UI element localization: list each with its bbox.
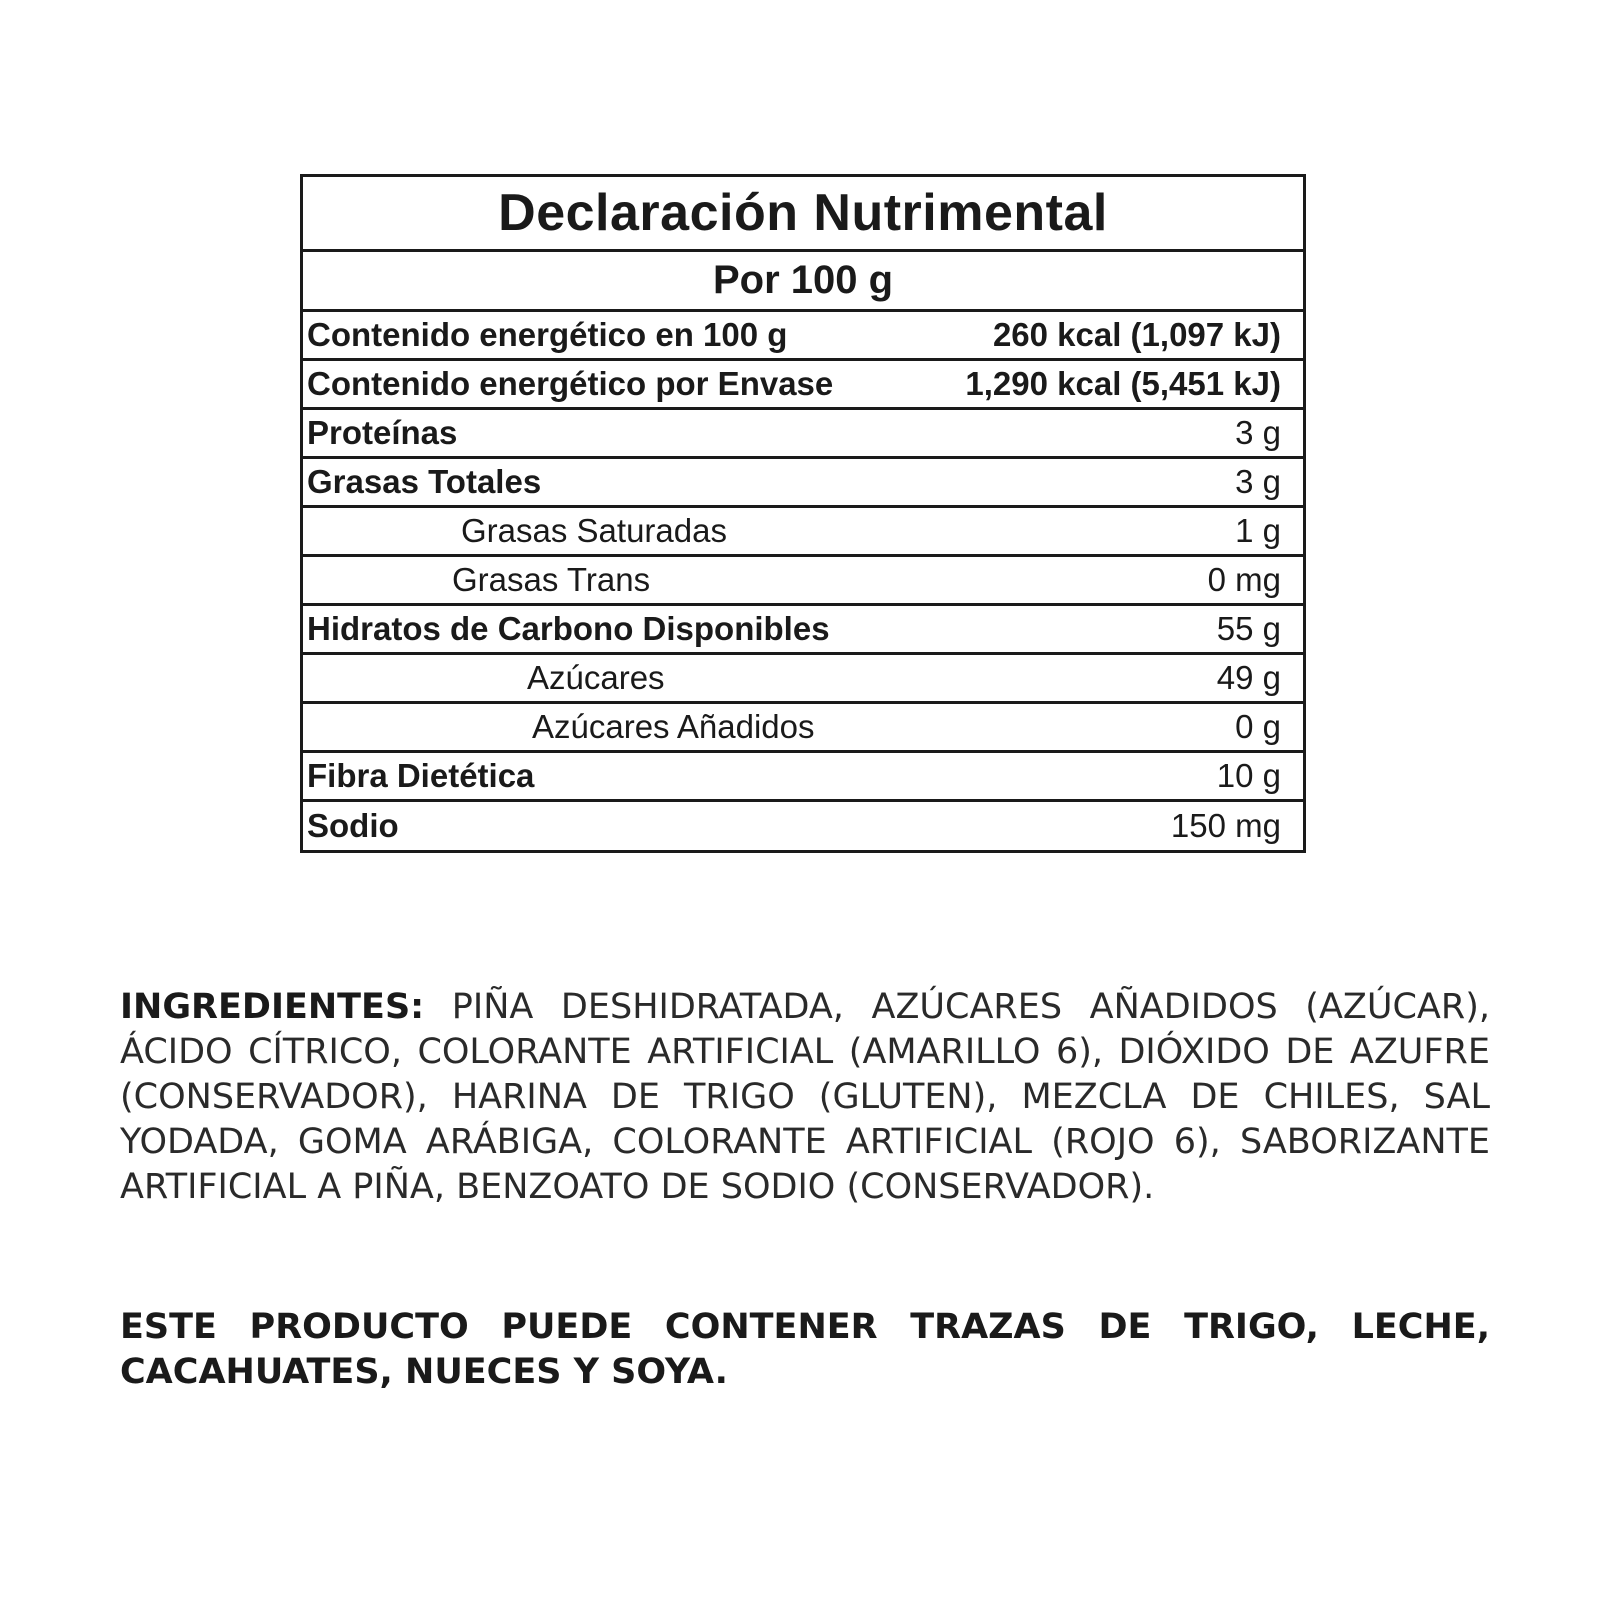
table-row-fiber bbox=[303, 753, 1303, 802]
row-label: Grasas Saturadas bbox=[461, 512, 727, 549]
row-label: Azúcares Añadidos bbox=[532, 708, 815, 745]
row-label: Sodio bbox=[307, 807, 399, 844]
row-label: Hidratos de Carbono Disponibles bbox=[307, 610, 830, 647]
ingredients-text: PIÑA DESHIDRATADA, AZÚCARES AÑADIDOS (AZÚCAR), ÁCIDO CÍTRICO, COLORANTE ARTIFICIAL (AMARILLO 6), DIÓXIDO DE AZUFRE (CONSERVADOR), HARINA DE TRIGO (GLUTEN), MEZCLA DE CHILES, SAL YODADA, GOMA ARÁBIGA, COLORANTE ARTIFICIAL (ROJO 6), SABORIZANTE ARTIFICIAL A PIÑA, BENZOATO DE SODIO (CONSERVADOR). bbox=[120, 987, 1490, 1207]
table-row-carbohydrates bbox=[303, 606, 1303, 655]
table-row-total-fat bbox=[303, 459, 1303, 508]
table-row-added-sugars bbox=[303, 704, 1303, 753]
row-value: 10 g bbox=[1216, 757, 1281, 794]
table-row-trans-fat bbox=[303, 557, 1303, 606]
table-row-proteins bbox=[303, 410, 1303, 459]
row-value: 1 g bbox=[1235, 512, 1281, 549]
row-value: 1,290 kcal (5,451 kJ) bbox=[965, 365, 1281, 402]
table-row-saturated-fat bbox=[303, 508, 1303, 557]
row-label: Grasas Trans bbox=[452, 561, 651, 598]
table-row-energy-100g bbox=[303, 312, 1303, 361]
row-value: 3 g bbox=[1235, 463, 1281, 500]
table-title: Declaración Nutrimental bbox=[303, 177, 1303, 252]
allergen-warning: ESTE PRODUCTO PUEDE CONTENER TRAZAS DE TRIGO, LECHE, CACAHUATES, NUECES Y SOYA. bbox=[120, 1307, 1490, 1392]
row-label: Azúcares bbox=[527, 659, 665, 696]
table-row-energy-package bbox=[303, 361, 1303, 410]
row-label: Proteínas bbox=[307, 414, 458, 451]
row-label: Contenido energético por Envase bbox=[307, 365, 834, 402]
nutrition-facts-table bbox=[300, 174, 1306, 853]
row-value: 3 g bbox=[1235, 414, 1281, 451]
row-value: 49 g bbox=[1216, 659, 1281, 696]
ingredients-paragraph bbox=[120, 985, 1490, 1210]
table-row-sugars bbox=[303, 655, 1303, 704]
table-subtitle: Por 100 g bbox=[303, 252, 1303, 312]
table-row-sodium bbox=[303, 802, 1303, 850]
row-value: 150 mg bbox=[1170, 807, 1281, 844]
row-label: Contenido energético en 100 g bbox=[307, 316, 788, 353]
row-value: 55 g bbox=[1216, 610, 1281, 647]
row-label: Fibra Dietética bbox=[307, 757, 535, 794]
row-label: Grasas Totales bbox=[307, 463, 542, 500]
row-value: 0 mg bbox=[1207, 561, 1281, 598]
row-value: 0 g bbox=[1235, 708, 1281, 745]
row-value: 260 kcal (1,097 kJ) bbox=[992, 316, 1281, 353]
ingredients-label: INGREDIENTES: bbox=[120, 987, 425, 1027]
